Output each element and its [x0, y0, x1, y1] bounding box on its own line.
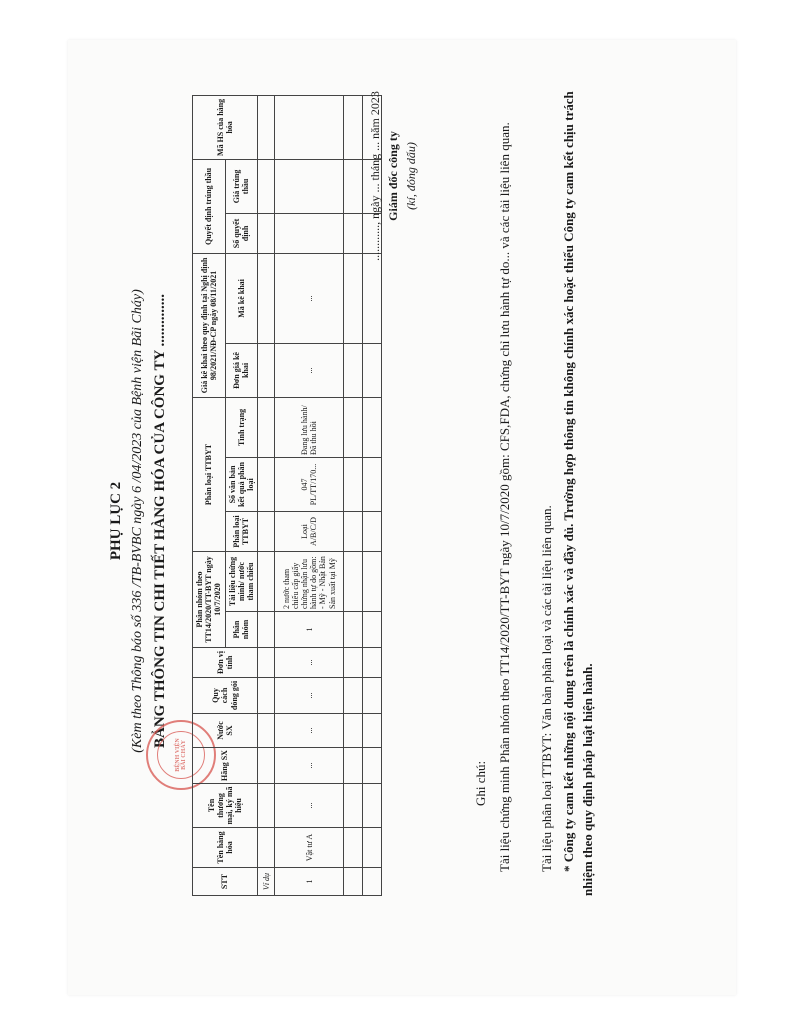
col-ma-ke-khai: Mã kê khai — [225, 253, 258, 343]
cell-ma-ke-khai: ... — [275, 253, 344, 343]
col-tai-lieu: Tài liệu chứng minh/ nước tham chiếu — [225, 551, 258, 611]
cell-nuoc-sx: ... — [275, 714, 344, 748]
appendix-subtitle: (Kèm theo Thông báo số 336 /TB-BVBC ngày 6 /04/2023 của Bệnh viện Bãi Cháy) — [130, 289, 145, 753]
col-phan-nhom: Phân nhóm — [225, 612, 258, 648]
col-ten-thuong-mai: Tên thương mại, ký mã hiệu — [193, 784, 258, 828]
cell-tai-lieu: 2 nước tham chiếu cấp giấy chứng nhận lưu hành tự do gồm: - Mỹ - Nhật Bản Sản xuất tại Mỹ — [275, 551, 344, 611]
table-row-empty — [344, 95, 363, 895]
cell-ten-hang-hoa: Vật tư A — [275, 828, 344, 868]
col-hang-sx: Hãng SX — [193, 748, 258, 784]
group-quyet-dinh: Quyết định trúng thầu — [193, 159, 226, 253]
goods-detail-table — [192, 95, 382, 896]
cell-ma-hs — [275, 95, 344, 159]
notes-label: Ghi chú: — [473, 760, 488, 806]
landscape-document — [82, 76, 722, 966]
note-line-2: Tài liệu phân loại TTBYT: Văn bản phân loại và các tài liệu liên quan. — [539, 505, 554, 872]
group-phan-loai: Phân loại TTBYT — [193, 397, 226, 551]
group-phan-nhom: Phân nhóm theo TT14/2020/TT-BYT ngày 10/7/2020 — [193, 551, 226, 647]
signature-role: Giám đốc công ty — [386, 131, 400, 221]
col-ma-hs: Mã HS của hàng hóa — [193, 95, 258, 159]
example-label: Ví dụ — [258, 868, 275, 896]
example-label-row — [258, 95, 275, 895]
cell-stt: 1 — [275, 868, 344, 896]
col-so-van-ban: Số văn bản kết quả phân loại — [225, 457, 258, 511]
cell-don-gia: ... — [275, 343, 344, 397]
col-nuoc-sx: Nước SX — [193, 714, 258, 748]
col-stt: STT — [193, 868, 258, 896]
cell-quy-cach: ... — [275, 678, 344, 714]
col-tinh-trang: Tình trạng — [225, 397, 258, 457]
stamp-line-2: BÃI CHÁY — [181, 740, 187, 770]
note-line-1: Tài liệu chứng minh Phân nhóm theo TT14/2020/TT-BYT ngày 10/7/2020 gồm: CFS,FDA, chứng chỉ lưu hành tự do... và các tài liệu liên quan. — [497, 122, 512, 872]
cell-so-quyet-dinh — [275, 213, 344, 253]
group-gia-ke-khai: Giá kê khai theo quy định tại Nghị định 98/2021/NĐ-CP ngày 08/11/2021 — [193, 253, 226, 397]
cell-ten-thuong-mai: ... — [275, 784, 344, 828]
table-row — [275, 95, 344, 895]
cell-phan-nhom: 1 — [275, 612, 344, 648]
col-phan-loai: Phân loại TTBYT — [225, 511, 258, 551]
col-gia-trung-thau: Giá trúng thầu — [225, 159, 258, 213]
cell-gia-trung-thau — [275, 159, 344, 213]
cell-don-vi-tinh: ... — [275, 648, 344, 678]
signature-date: ............, ngày ... tháng ... năm 2023 — [368, 91, 382, 261]
cell-phan-loai: Loại A/B/C/D — [275, 511, 344, 551]
col-ten-hang-hoa: Tên hàng hóa — [193, 828, 258, 868]
cell-tinh-trang: Đang lưu hành/ Đã thu hồi — [275, 397, 344, 457]
col-don-gia: Đơn giá kê khai — [225, 343, 258, 397]
appendix-title: PHỤ LỤC 2 — [108, 481, 124, 561]
cell-so-van-ban: 047 PL/TT/170... — [275, 457, 344, 511]
stamp-line-1: BỆNH VIỆN — [175, 738, 181, 772]
col-don-vi-tinh: Đơn vị tính — [193, 648, 258, 678]
table-header-row-1 — [193, 95, 226, 895]
note-line-3: * Công ty cam kết những nội dung trên là chính xác và đầy đủ. Trường hợp thông tin không chính xác hoặc thiếu Công ty cam kết chịu trách nhiệm theo quy định pháp luật hiện hành. — [561, 91, 595, 896]
col-so-quyet-dinh: Số quyết định — [225, 213, 258, 253]
signature-note: (kí, đóng dấu) — [404, 142, 418, 210]
table-heading: BẢNG THÔNG TIN CHI TIẾT HÀNG HÓA CỦA CÔNG TY .............. — [152, 294, 168, 748]
col-quy-cach: Quy cách đóng gói — [193, 678, 258, 714]
cell-hang-sx: ... — [275, 748, 344, 784]
